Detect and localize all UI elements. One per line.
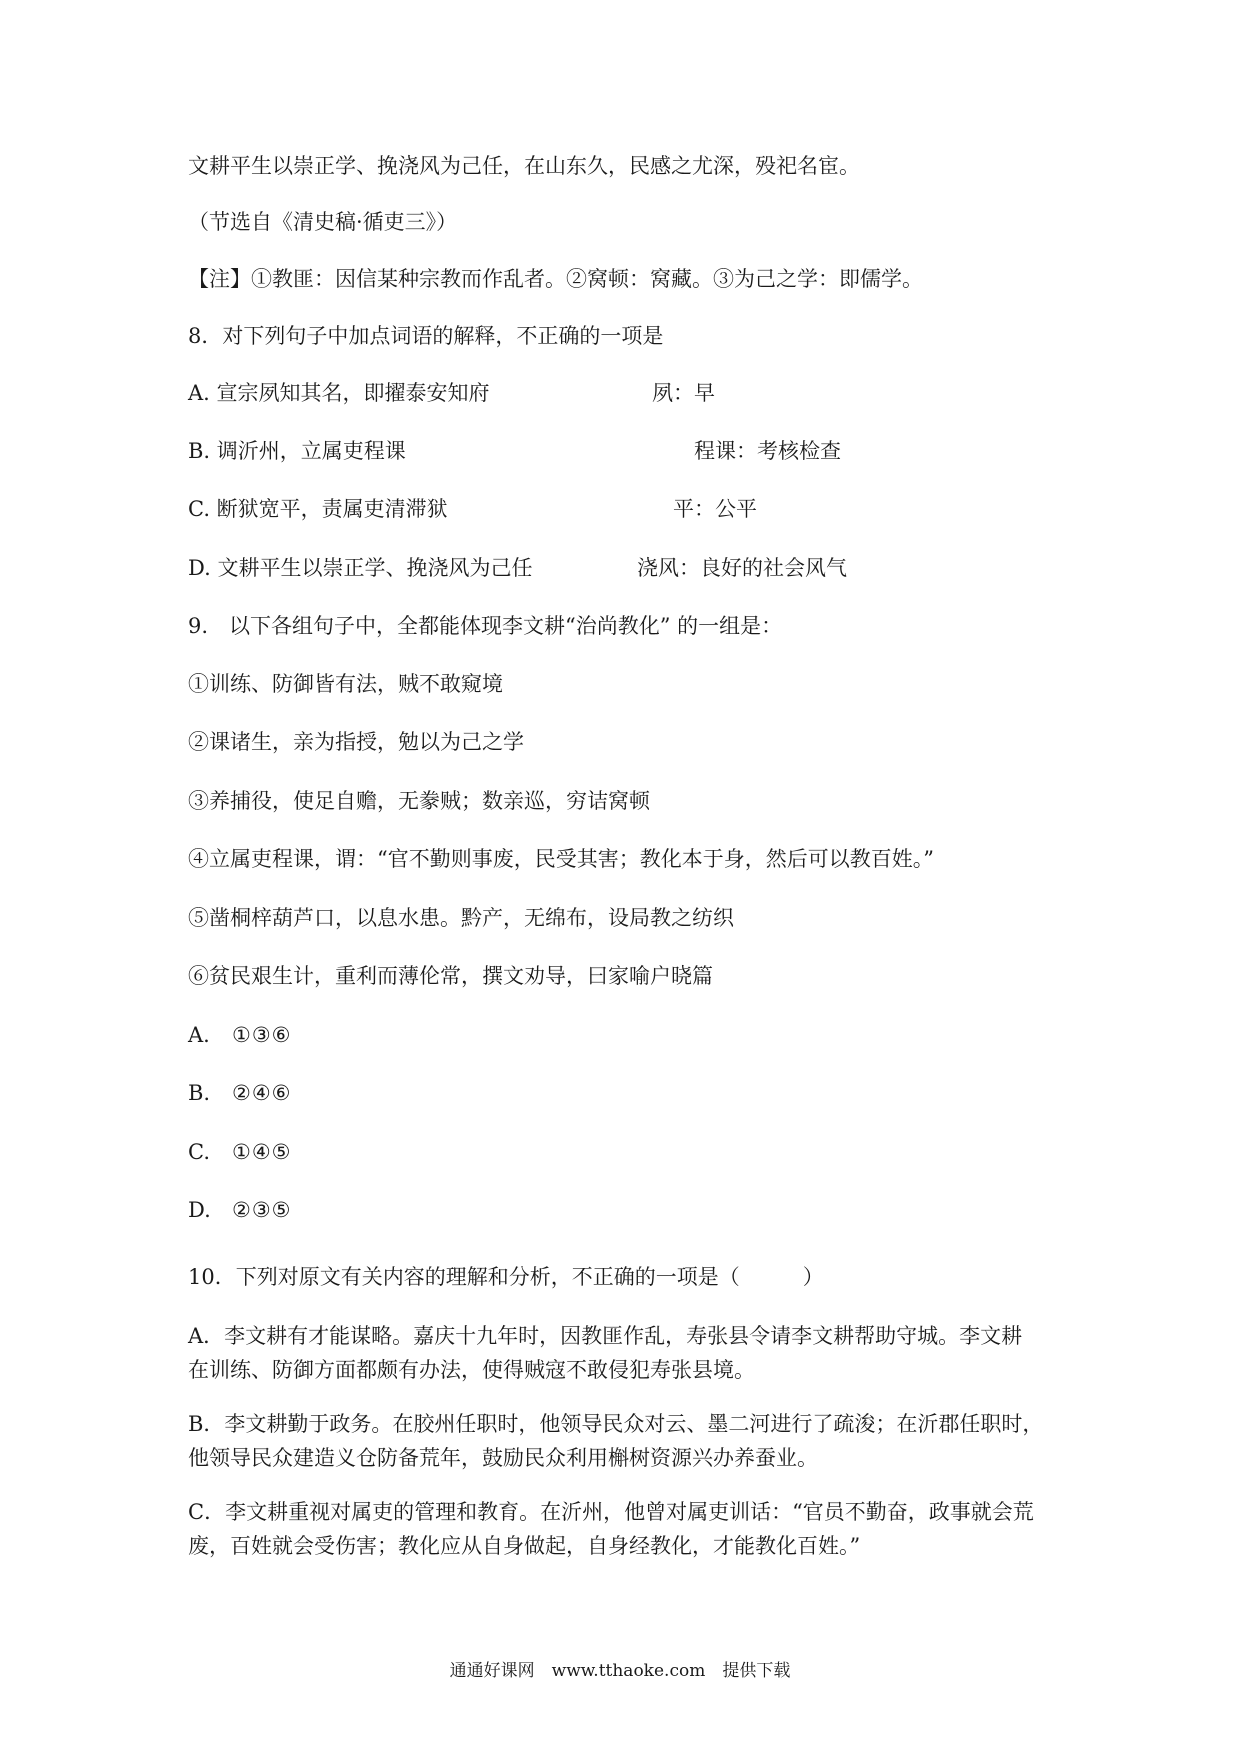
q10-option-a [188, 1319, 1068, 1387]
question-9-stem: 9. 以下各组句子中，全都能体现李文耕“治尚教化” 的一组是： [188, 614, 783, 638]
q8-option-b-sentence: B. 调沂州，立属吏程课 [188, 439, 406, 463]
q9-item-3: ③养捕役，使足自赡，无豢贼；数亲巡，穷诘窝顿 [188, 789, 650, 813]
q9-choice-b-text: ②④⑥ [232, 1081, 292, 1105]
q9-choice-c-text: ①④⑤ [232, 1140, 292, 1164]
q9-choice-b-letter: B. [188, 1081, 211, 1105]
q9-item-2: ②课诸生，亲为指授，勉以为己之学 [188, 730, 524, 754]
q10-option-a-line-1: A．李文耕有才能谋略。嘉庆十九年时，因教匪作乱，寿张县令请李文耕帮助守城。李文耕 [188, 1324, 1023, 1348]
question-10-stem: 10．下列对原文有关内容的理解和分析，不正确的一项是（ ） [188, 1265, 824, 1289]
passage-notes: 【注】①教匪：因信某种宗教而作乱者。②窝顿：窝藏。③为己之学：即儒学。 [188, 267, 923, 291]
q10-option-c [188, 1495, 1068, 1563]
q8-option-a-gloss: 夙：早 [652, 381, 715, 405]
q8-option-c-sentence: C. 断狱宽平，责属吏清滞狱 [188, 497, 448, 521]
q9-choice-c-letter: C. [188, 1140, 210, 1164]
page-footer: 通通好课网 www.tthaoke.com 提供下载 [449, 1661, 791, 1681]
q9-choice-a-text: ①③⑥ [232, 1023, 292, 1047]
q9-choice-d-letter: D. [188, 1198, 211, 1222]
passage-closing-line: 文耕平生以崇正学、挽浇风为己任，在山东久，民感之尤深，殁祀名宦。 [188, 154, 860, 178]
q9-item-4: ④立属吏程课，谓：“官不勤则事废，民受其害；教化本于身，然后可以教百姓。” [188, 847, 934, 871]
question-8-stem: 8．对下列句子中加点词语的解释，不正确的一项是 [188, 324, 664, 348]
q9-choice-a-letter: A. [188, 1023, 210, 1047]
q8-option-b-gloss: 程课：考核检查 [694, 439, 841, 463]
q10-option-b-line-1: B．李文耕勤于政务。在胶州任职时，他领导民众对云、墨二河进行了疏浚；在沂郡任职时， [188, 1412, 1044, 1436]
q9-item-5: ⑤凿桐梓葫芦口，以息水患。黔产，无绵布，设局教之纺织 [188, 906, 734, 930]
q9-item-1: ①训练、防御皆有法，贼不敢窥境 [188, 672, 503, 696]
q10-option-b [188, 1407, 1068, 1475]
q10-option-c-line-2: 废，百姓就会受伤害；教化应从自身做起，自身经教化，才能教化百姓。” [188, 1534, 861, 1558]
q8-option-d-sentence: D. 文耕平生以崇正学、挽浇风为己任 [188, 556, 533, 580]
q8-option-d-gloss: 浇风：良好的社会风气 [637, 556, 847, 580]
q10-option-a-line-2: 在训练、防御方面都颇有办法，使得贼寇不敢侵犯寿张县境。 [188, 1358, 755, 1382]
q9-item-6: ⑥贫民艰生计，重利而薄伦常，撰文劝导，曰家喻户晓篇 [188, 964, 713, 988]
q9-choice-d-text: ②③⑤ [232, 1198, 292, 1222]
q10-option-c-line-1: C．李文耕重视对属吏的管理和教育。在沂州，他曾对属吏训话：“官员不勤奋，政事就会荒 [188, 1500, 1034, 1524]
q8-option-a-sentence: A. 宣宗夙知其名，即擢泰安知府 [188, 381, 490, 405]
passage-source: （节选自《清史稿·循吏三》） [188, 210, 458, 234]
q8-option-c-gloss: 平：公平 [673, 497, 757, 521]
q10-option-b-line-2: 他领导民众建造义仓防备荒年，鼓励民众利用槲树资源兴办养蚕业。 [188, 1446, 818, 1470]
